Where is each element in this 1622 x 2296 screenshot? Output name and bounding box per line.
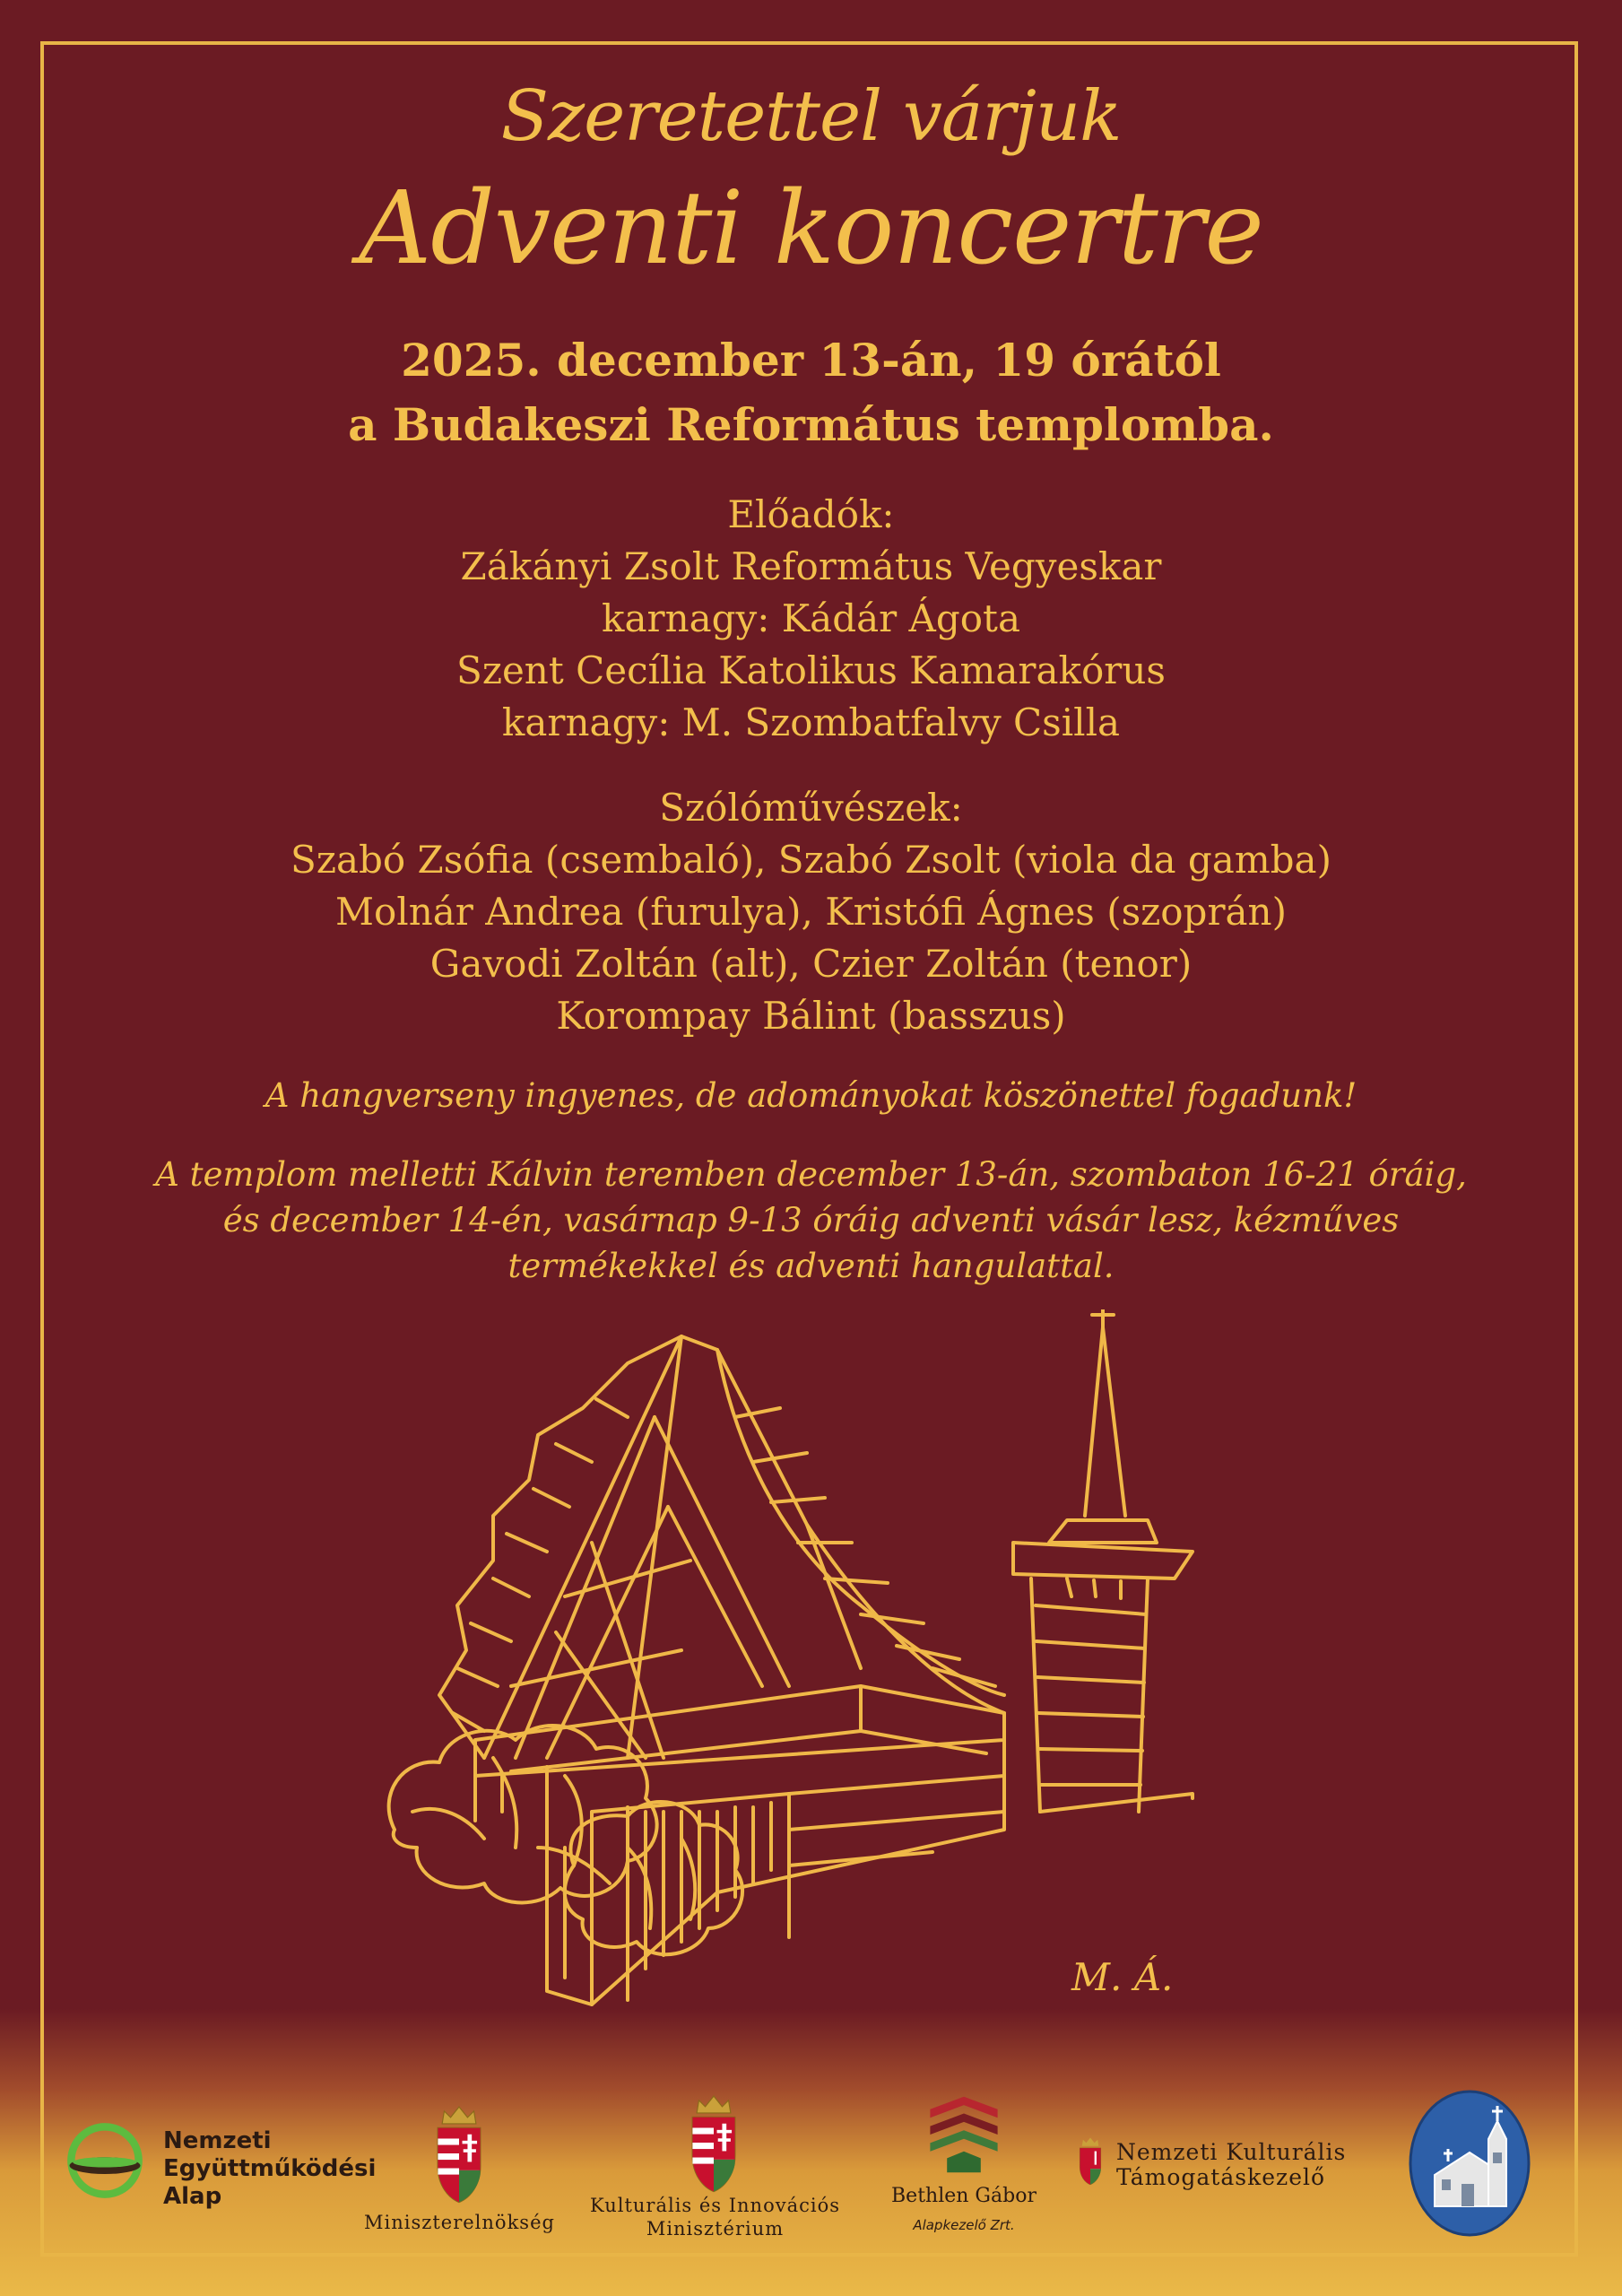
- nea-name-line: Együttműködési: [163, 2155, 377, 2182]
- church-badge-icon: [1408, 2090, 1531, 2237]
- nea-name-line: Nemzeti: [163, 2127, 272, 2154]
- market-line: és december 14-én, vasárnap 9-13 óráig adventi vásár lesz, kézműves: [222, 1201, 1400, 1239]
- performer-line: karnagy: Kádár Ágota: [602, 596, 1020, 640]
- performers-heading: Előadók:: [727, 492, 895, 536]
- market-line: A templom melletti Kálvin teremben december 13-án, szombaton 16-21 óráig,: [155, 1155, 1467, 1194]
- soloist-line: Szabó Zsófia (csembaló), Szabó Zsolt (viola da gamba): [291, 838, 1331, 882]
- event-date: 2025. december 13-án, 19 órától: [401, 334, 1221, 387]
- kim-coat-of-arms-icon: [681, 2090, 746, 2196]
- kim-name: [565, 2194, 865, 2240]
- performer-line: Szent Cecília Katolikus Kamarakórus: [456, 648, 1166, 692]
- church-illustration: [359, 1309, 1219, 2027]
- nea-name: [163, 2127, 376, 2211]
- soloists-heading: Szólóművészek:: [659, 786, 963, 830]
- bethlen-gabor-name: Bethlen Gábor: [891, 2185, 1037, 2207]
- nkt-coat-of-arms-icon: [1074, 2135, 1106, 2187]
- soloist-line: Molnár Andrea (furulya), Kristófi Ágnes (szoprán): [334, 890, 1287, 934]
- nkt-name-line: Támogatáskezelő: [1116, 2164, 1326, 2190]
- kim-name-line: Minisztérium: [646, 2218, 785, 2239]
- hungarian-coat-of-arms-icon: [427, 2100, 491, 2206]
- event-place: a Budakeszi Református templomba.: [348, 398, 1274, 451]
- soloist-line: Korompay Bálint (basszus): [556, 994, 1066, 1038]
- nea-logo-icon: [63, 2118, 147, 2203]
- nkt-name: [1116, 2140, 1346, 2190]
- bethlen-gabor-logo-icon: [922, 2090, 1006, 2179]
- greeting-text: Szeretettel várjuk: [500, 76, 1122, 157]
- performer-line: karnagy: M. Szombatfalvy Csilla: [501, 700, 1121, 744]
- miniszterelnokseg-name: Miniszterelnökség: [364, 2212, 555, 2233]
- kim-name-line: Kulturális és Innovációs: [589, 2195, 841, 2216]
- artist-signature: M. Á.: [1071, 1955, 1174, 1999]
- soloist-line: Gavodi Zoltán (alt), Czier Zoltán (tenor): [429, 942, 1193, 986]
- performer-line: Zákányi Zsolt Református Vegyeskar: [460, 544, 1162, 588]
- market-line: termékekkel és adventi hangulattal.: [507, 1247, 1115, 1285]
- nkt-name-line: Nemzeti Kulturális: [1116, 2139, 1347, 2165]
- bethlen-gabor-subtitle: Alapkezelő Zrt.: [913, 2217, 1015, 2233]
- event-title: Adventi koncertre: [359, 170, 1263, 287]
- nea-name-line: Alap: [163, 2183, 222, 2210]
- donation-note: A hangverseny ingyenes, de adományokat köszönettel fogadunk!: [265, 1076, 1357, 1115]
